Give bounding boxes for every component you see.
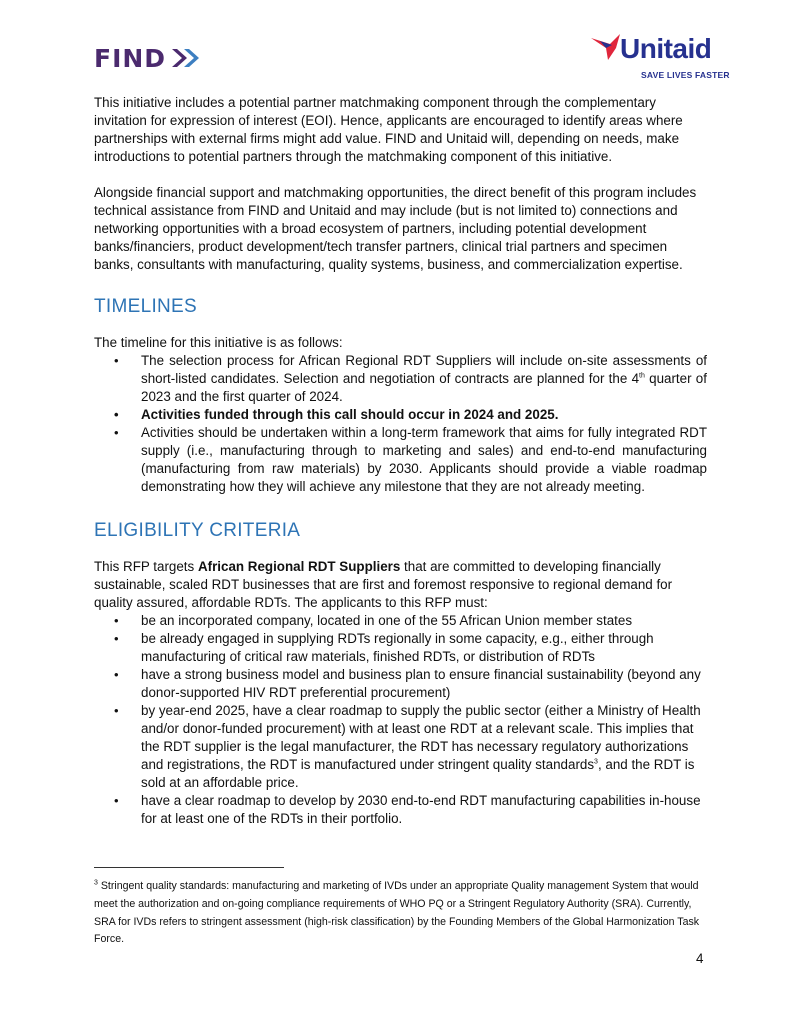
list-item <box>94 424 707 496</box>
criterion-roadmap-2025-pre: by year-end 2025, have a clear roadmap to supply the public sector (either a Ministry of Health and/or donor-funded procurement) with at least one RDT at a relevant scale. This implies that the RDT supplier is the legal manufacturer, the RDT has necessary regulatory authorizations and registrations, the RDT is manufactured under stringent quality standards <box>141 703 701 772</box>
unitaid-tagline: SAVE LIVES FASTER <box>641 70 730 80</box>
page-number: 4 <box>696 951 704 966</box>
list-item <box>94 702 707 792</box>
bullet-icon: • <box>114 353 119 368</box>
find-logo-text: FIND <box>94 43 167 73</box>
list-item <box>94 630 707 666</box>
bullet-icon: • <box>114 703 119 718</box>
unitaid-logo <box>590 30 730 80</box>
criterion-incorporated: be an incorporated company, located in one of the 55 African Union member states <box>141 613 633 628</box>
bullet-icon: • <box>114 613 119 628</box>
timelines-heading: TIMELINES <box>94 296 197 317</box>
timeline-item-funding-period: Activities funded through this call should occur in 2024 and 2025. <box>141 407 559 422</box>
footnote-separator <box>94 867 284 868</box>
timelines-intro: The timeline for this initiative is as follows: <box>94 335 343 350</box>
criterion-business-model: have a strong business model and business plan to ensure financial sustainability (beyond any donor-supported HIV RDT preferential procurement) <box>141 667 701 700</box>
eligibility-intro <box>94 558 707 612</box>
list-item <box>94 612 707 630</box>
bullet-icon: • <box>114 793 119 808</box>
unitaid-logo-text: Unitaid <box>620 33 712 64</box>
list-item <box>94 406 707 424</box>
find-logo <box>94 45 204 71</box>
document-body <box>94 94 707 828</box>
footnote-reference[interactable]: 3 <box>594 758 598 766</box>
list-item <box>94 792 707 828</box>
double-chevron-right-icon <box>170 48 204 68</box>
bullet-icon: • <box>114 631 119 646</box>
timeline-item-selection-pre: The selection process for African Regional RDT Suppliers will include on-site assessments of short-listed candidates. Selection and negotiation of contracts are planned for the 4 <box>141 353 707 386</box>
eligibility-heading: ELIGIBILITY CRITERIA <box>94 520 301 541</box>
footnote-number: 3 <box>94 879 98 887</box>
timelines-list <box>94 352 707 496</box>
eligibility-intro-pre: This RFP targets <box>94 559 198 574</box>
criterion-roadmap-2025-post: , and the RDT is sold at an affordable price. <box>141 757 695 790</box>
criterion-engaged: be already engaged in supplying RDTs regionally in some capacity, e.g., either through manufacturing of critical raw materials, finished RDTs, or distribution of RDTs <box>141 631 654 664</box>
paragraph-benefits: Alongside financial support and matchmaking opportunities, the direct benefit of this program includes technical assistance from FIND and Unitaid and may include (but is not limited to) connections and networking opportunities with a broad ecosystem of partners, including potential development banks/financiers, product development/tech transfer partners, clinical trial partners and specimen banks, consultants with manufacturing, quality systems, business, and commercialization expertise. <box>94 185 697 272</box>
list-item <box>94 666 707 702</box>
bullet-icon: • <box>114 667 119 682</box>
eligibility-list <box>94 612 707 828</box>
bullet-icon: • <box>114 425 119 440</box>
ordinal-superscript: th <box>639 372 645 380</box>
eligibility-intro-post: that are committed to developing financially sustainable, scaled RDT businesses that are first and foremost responsive to regional demand for quality assured, affordable RDTs. The applicants to this RFP must: <box>94 559 673 610</box>
paragraph-matchmaking: This initiative includes a potential partner matchmaking component through the complementary invitation for expression of interest (EOI). Hence, applicants are encouraged to identify areas where partnerships with external firms might add value. FIND and Unitaid will, depending on needs, make introductions to potential partners through the matchmaking component of this initiative. <box>94 95 683 164</box>
bird-icon <box>590 32 624 62</box>
timeline-item-framework: Activities should be undertaken within a long-term framework that aims for fully integrated RDT supply (i.e., manufacturing through to marketing and sales) and end-to-end manufacturing (manufacturing from raw materials) by 2030. Applicants should provide a viable roadmap demonstrating how they will achieve any milestone that they are not already meeting. <box>141 425 707 494</box>
list-item <box>94 352 707 406</box>
footnote <box>94 878 706 949</box>
criterion-roadmap-2030: have a clear roadmap to develop by 2030 end-to-end RDT manufacturing capabilities in-house for at least one of the RDTs in their portfolio. <box>141 793 701 826</box>
bullet-icon: • <box>114 407 119 422</box>
timeline-item-selection-post: quarter of 2023 and the first quarter of 2024. <box>141 371 707 404</box>
footnote-text: Stringent quality standards: manufacturing and marketing of IVDs under an appropriate Quality management System that would meet the authorization and on-going compliance requirements of WHO PQ or a Stringent Regulatory Authority (SRA). Currently, SRA for IVDs refers to stringent assessment (high-risk classification) by the Founding Members of the Global Harmonization Task Force. <box>94 880 700 946</box>
eligibility-intro-bold: African Regional RDT Suppliers <box>197 559 401 574</box>
